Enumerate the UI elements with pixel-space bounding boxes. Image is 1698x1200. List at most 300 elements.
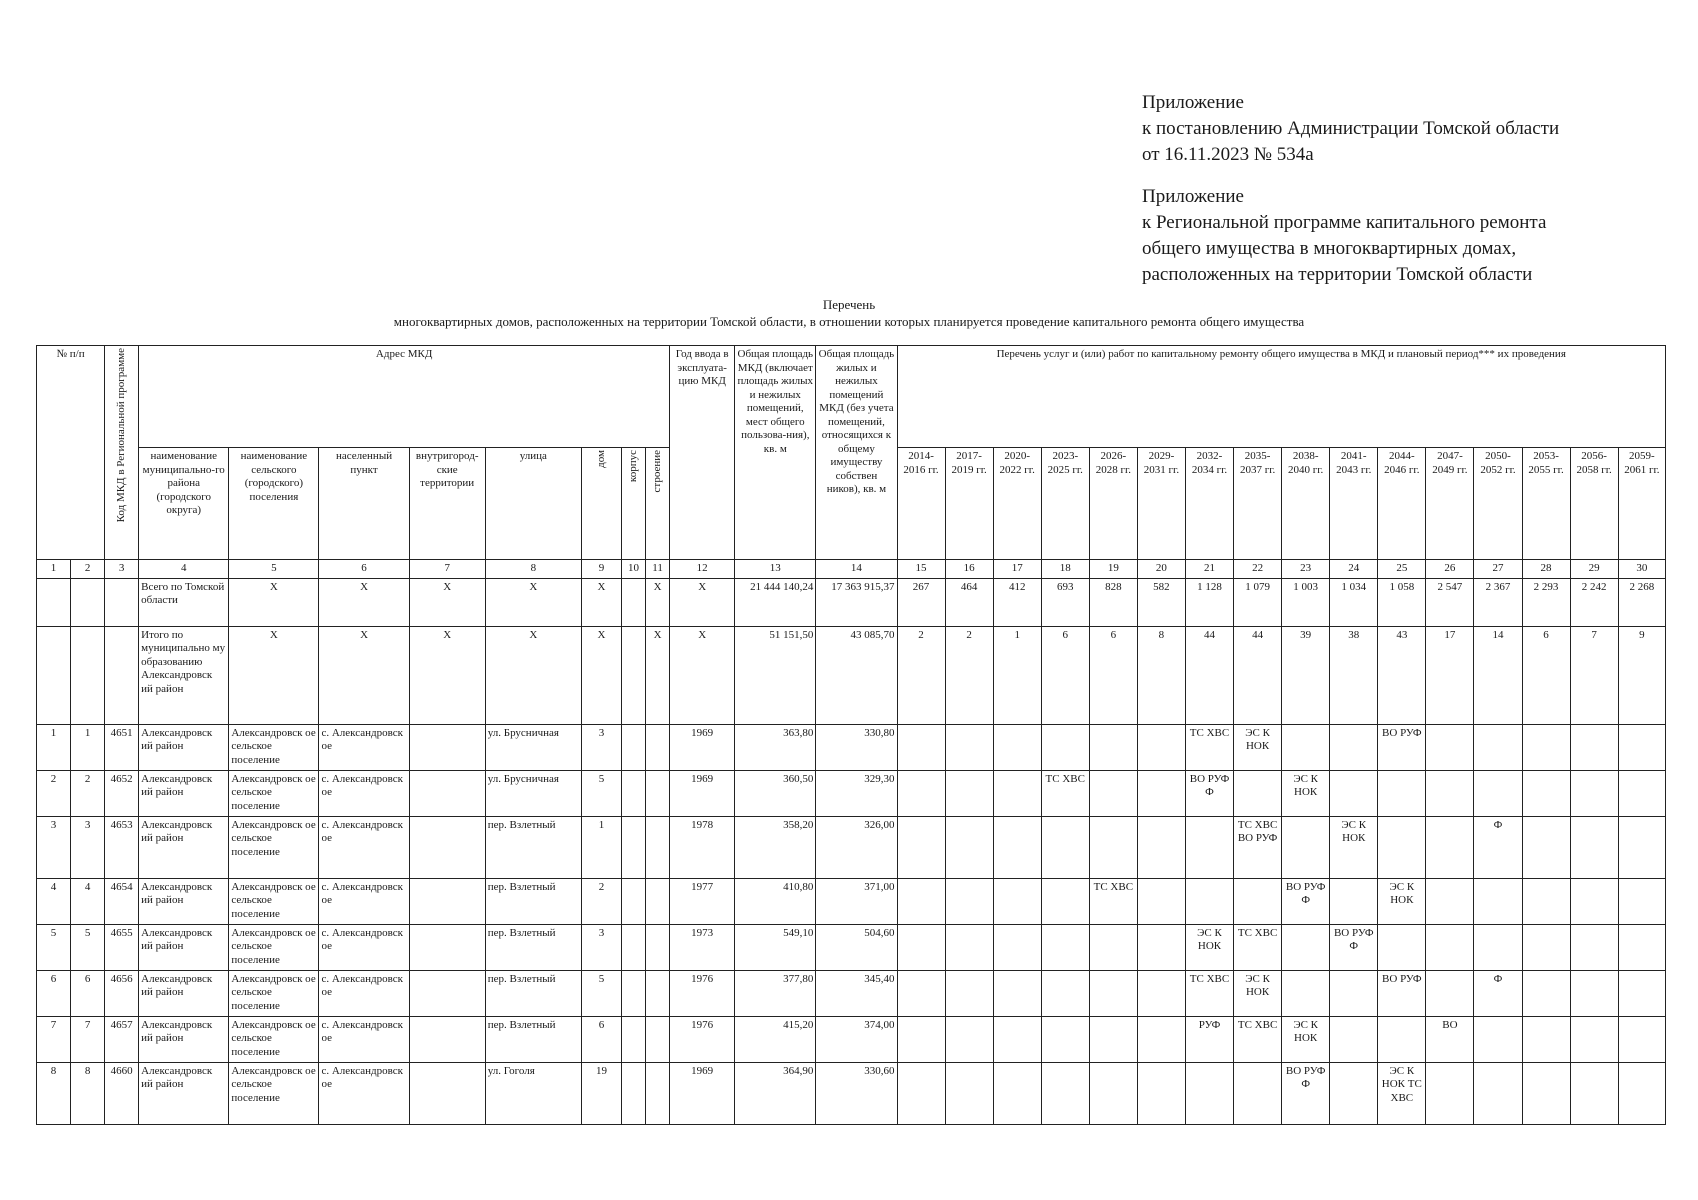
district-name: Александровск ий район (139, 878, 229, 924)
works-cell (1041, 1016, 1089, 1062)
cell (105, 626, 139, 724)
intracity-territory (409, 970, 485, 1016)
x-mark: X (670, 578, 735, 626)
row-index-local: 7 (71, 1016, 105, 1062)
mkd-code: 4657 (105, 1016, 139, 1062)
works-cell (1618, 724, 1665, 770)
works-cell (1378, 770, 1426, 816)
column-number: 21 (1185, 560, 1233, 579)
header-period: 2026-2028 гг. (1089, 448, 1137, 560)
total-count: 1 079 (1234, 578, 1282, 626)
total-row (37, 578, 1666, 626)
row-index: 6 (37, 970, 71, 1016)
street-name: ул. Гоголя (485, 1062, 581, 1124)
works-cell: ЭС К НОК (1282, 770, 1330, 816)
works-cell (1474, 924, 1522, 970)
works-cell (945, 970, 993, 1016)
mkd-code: 4652 (105, 770, 139, 816)
street-name: пер. Взлетный (485, 924, 581, 970)
works-cell (1618, 1062, 1665, 1124)
street-name: пер. Взлетный (485, 970, 581, 1016)
total-area-owners: 17 363 915,37 (816, 578, 897, 626)
intracity-territory (409, 770, 485, 816)
works-cell (1330, 1016, 1378, 1062)
house-number: 3 (581, 724, 621, 770)
table-row (37, 816, 1666, 878)
works-cell (993, 878, 1041, 924)
subtotal-count: 1 (993, 626, 1041, 724)
area-owners: 345,40 (816, 970, 897, 1016)
commission-year: 1976 (670, 970, 735, 1016)
header-house (581, 448, 621, 560)
header-korpus (621, 448, 645, 560)
korpus (621, 970, 645, 1016)
street-name: пер. Взлетный (485, 816, 581, 878)
works-cell (1185, 1062, 1233, 1124)
total-count: 582 (1137, 578, 1185, 626)
intracity-territory (409, 724, 485, 770)
settlement-name: Александровск ое сельское поселение (229, 878, 319, 924)
subtotal-count: 8 (1137, 626, 1185, 724)
subtotal-count: 39 (1282, 626, 1330, 724)
works-cell (1330, 724, 1378, 770)
works-cell: ВО РУФ Ф (1282, 1062, 1330, 1124)
works-cell (1474, 1062, 1522, 1124)
commission-year: 1977 (670, 878, 735, 924)
district-name: Александровск ий район (139, 770, 229, 816)
works-cell (1522, 1016, 1570, 1062)
korpus (621, 1062, 645, 1124)
works-cell (1522, 816, 1570, 878)
subtotal-count: 7 (1570, 626, 1618, 724)
header-period: 2017-2019 гг. (945, 448, 993, 560)
area-owners: 330,60 (816, 1062, 897, 1124)
header-settlement: наименование сельского (городского) поселения (229, 448, 319, 560)
works-cell (1618, 970, 1665, 1016)
subtotal-count: 44 (1234, 626, 1282, 724)
header-period: 2029-2031 гг. (1137, 448, 1185, 560)
total-count: 464 (945, 578, 993, 626)
works-cell (897, 1016, 945, 1062)
works-cell: ТС ХВС (1089, 878, 1137, 924)
area-owners: 371,00 (816, 878, 897, 924)
works-cell (1522, 770, 1570, 816)
house-number: 6 (581, 1016, 621, 1062)
cell (71, 626, 105, 724)
works-cell: ВО (1426, 1016, 1474, 1062)
mkd-code: 4660 (105, 1062, 139, 1124)
header-house-text: дом (594, 450, 607, 468)
subtotal-count: 6 (1522, 626, 1570, 724)
works-cell (945, 724, 993, 770)
subtotal-area-total: 51 151,50 (735, 626, 816, 724)
works-cell (1474, 724, 1522, 770)
works-cell (1570, 1016, 1618, 1062)
header-locality: населенный пункт (319, 448, 409, 560)
korpus (621, 924, 645, 970)
subtotal-count: 9 (1618, 626, 1665, 724)
x-mark: X (409, 626, 485, 724)
works-cell (1137, 1016, 1185, 1062)
works-cell (1570, 770, 1618, 816)
works-cell (1282, 924, 1330, 970)
row-index: 2 (37, 770, 71, 816)
works-cell (1041, 924, 1089, 970)
header-works: Перечень услуг и (или) работ по капитальному ремонту общего имущества в МКД и плановый период*** их проведения (897, 346, 1666, 448)
korpus (621, 816, 645, 878)
house-number: 3 (581, 924, 621, 970)
header-building-text: строение (650, 450, 663, 493)
column-number: 9 (581, 560, 621, 579)
header-period: 2041-2043 гг. (1330, 448, 1378, 560)
row-index: 4 (37, 878, 71, 924)
settlement-name: Александровск ое сельское поселение (229, 970, 319, 1016)
works-cell (1041, 878, 1089, 924)
column-number: 29 (1570, 560, 1618, 579)
total-count: 267 (897, 578, 945, 626)
row-index-local: 1 (71, 724, 105, 770)
works-cell (1089, 924, 1137, 970)
column-number: 4 (139, 560, 229, 579)
works-cell (1089, 724, 1137, 770)
x-mark: X (319, 626, 409, 724)
settlement-name: Александровск ое сельское поселение (229, 1016, 319, 1062)
works-cell (1426, 816, 1474, 878)
commission-year: 1969 (670, 770, 735, 816)
header-code (105, 346, 139, 560)
works-cell (1137, 1062, 1185, 1124)
total-count: 1 003 (1282, 578, 1330, 626)
works-cell (1570, 970, 1618, 1016)
building (646, 770, 670, 816)
works-cell (1330, 770, 1378, 816)
works-cell (1282, 724, 1330, 770)
locality-name: с. Александровск ое (319, 724, 409, 770)
commission-year: 1969 (670, 724, 735, 770)
settlement-name: Александровск ое сельское поселение (229, 924, 319, 970)
header-district: наименование муниципально-го района (городского округа) (139, 448, 229, 560)
building (646, 878, 670, 924)
total-count: 693 (1041, 578, 1089, 626)
intracity-territory (409, 1062, 485, 1124)
table-row (37, 1062, 1666, 1124)
works-cell (1474, 770, 1522, 816)
subtotal-count: 6 (1089, 626, 1137, 724)
x-mark: X (319, 578, 409, 626)
area-owners: 329,30 (816, 770, 897, 816)
total-count: 828 (1089, 578, 1137, 626)
area-owners: 504,60 (816, 924, 897, 970)
works-cell (1426, 770, 1474, 816)
works-cell (1570, 724, 1618, 770)
locality-name: с. Александровск ое (319, 1062, 409, 1124)
settlement-name: Александровск ое сельское поселение (229, 770, 319, 816)
mkd-table (36, 345, 1666, 1125)
works-cell (993, 1016, 1041, 1062)
area-total: 364,90 (735, 1062, 816, 1124)
works-cell (1089, 970, 1137, 1016)
house-number: 1 (581, 816, 621, 878)
works-cell (945, 1062, 993, 1124)
works-cell (993, 1062, 1041, 1124)
works-cell (1041, 816, 1089, 878)
area-owners: 326,00 (816, 816, 897, 878)
works-cell (1041, 970, 1089, 1016)
works-cell: Ф (1474, 816, 1522, 878)
works-cell: ТС ХВС (1185, 970, 1233, 1016)
works-cell (1522, 724, 1570, 770)
area-total: 549,10 (735, 924, 816, 970)
works-cell (1378, 1016, 1426, 1062)
works-cell (897, 970, 945, 1016)
works-cell (897, 878, 945, 924)
column-number: 18 (1041, 560, 1089, 579)
street-name: пер. Взлетный (485, 878, 581, 924)
subtotal-area-owners: 43 085,70 (816, 626, 897, 724)
column-number: 13 (735, 560, 816, 579)
works-cell: ЭС К НОК (1282, 1016, 1330, 1062)
district-name: Александровск ий район (139, 1062, 229, 1124)
x-mark: X (581, 626, 621, 724)
mkd-code: 4656 (105, 970, 139, 1016)
x-mark: X (229, 578, 319, 626)
header-period: 2038-2040 гг. (1282, 448, 1330, 560)
works-cell (1185, 878, 1233, 924)
works-cell: ЭС К НОК (1234, 724, 1282, 770)
settlement-name: Александровск ое сельское поселение (229, 1062, 319, 1124)
subtotal-count: 44 (1185, 626, 1233, 724)
works-cell: Ф (1474, 970, 1522, 1016)
works-cell (1378, 816, 1426, 878)
table-row (37, 770, 1666, 816)
header-period: 2053-2055 гг. (1522, 448, 1570, 560)
works-cell (897, 770, 945, 816)
subtotal-count: 43 (1378, 626, 1426, 724)
row-index: 1 (37, 724, 71, 770)
intracity-territory (409, 816, 485, 878)
appendix-block-decree (1142, 90, 1559, 168)
row-index: 5 (37, 924, 71, 970)
header-period: 2050-2052 гг. (1474, 448, 1522, 560)
house-number: 5 (581, 970, 621, 1016)
column-number-row (37, 560, 1666, 579)
column-number: 30 (1618, 560, 1665, 579)
works-cell (897, 924, 945, 970)
column-number: 22 (1234, 560, 1282, 579)
works-cell (1137, 724, 1185, 770)
x-mark: X (485, 578, 581, 626)
cell (621, 626, 645, 724)
column-number: 15 (897, 560, 945, 579)
table-row (37, 878, 1666, 924)
works-cell (1474, 878, 1522, 924)
area-total: 410,80 (735, 878, 816, 924)
row-index-local: 8 (71, 1062, 105, 1124)
area-owners: 374,00 (816, 1016, 897, 1062)
locality-name: с. Александровск ое (319, 816, 409, 878)
mkd-code: 4651 (105, 724, 139, 770)
works-cell (1137, 970, 1185, 1016)
column-number: 20 (1137, 560, 1185, 579)
column-number: 8 (485, 560, 581, 579)
works-cell: ЭС К НОК (1185, 924, 1233, 970)
row-index: 7 (37, 1016, 71, 1062)
works-cell (1618, 1016, 1665, 1062)
works-cell (945, 1016, 993, 1062)
cell (621, 578, 645, 626)
street-name: ул. Брусничная (485, 724, 581, 770)
header-code-text: Код МКД в Региональной программе (114, 348, 127, 523)
works-cell (945, 878, 993, 924)
mkd-code: 4654 (105, 878, 139, 924)
korpus (621, 878, 645, 924)
locality-name: с. Александровск ое (319, 970, 409, 1016)
house-number: 2 (581, 878, 621, 924)
works-cell (945, 924, 993, 970)
korpus (621, 1016, 645, 1062)
locality-name: с. Александровск ое (319, 770, 409, 816)
area-total: 415,20 (735, 1016, 816, 1062)
works-cell (1618, 770, 1665, 816)
total-count: 2 268 (1618, 578, 1665, 626)
district-name: Александровск ий район (139, 724, 229, 770)
works-cell: ВО РУФ Ф (1330, 924, 1378, 970)
works-cell: ВО РУФ (1378, 970, 1426, 1016)
subtotal-count: 17 (1426, 626, 1474, 724)
row-index-local: 4 (71, 878, 105, 924)
works-cell: ВО РУФ Ф (1185, 770, 1233, 816)
column-number: 25 (1378, 560, 1426, 579)
works-cell (1570, 924, 1618, 970)
works-cell (1089, 1016, 1137, 1062)
settlement-name: Александровск ое сельское поселение (229, 724, 319, 770)
total-count: 2 293 (1522, 578, 1570, 626)
header-period: 2056-2058 гг. (1570, 448, 1618, 560)
header-year: Год ввода в эксплуата-цию МКД (670, 346, 735, 560)
column-number: 19 (1089, 560, 1137, 579)
x-mark: X (646, 578, 670, 626)
works-cell: ВО РУФ (1378, 724, 1426, 770)
area-total: 358,20 (735, 816, 816, 878)
works-cell: ТС ХВС (1185, 724, 1233, 770)
row-index-local: 5 (71, 924, 105, 970)
subtotal-count: 2 (897, 626, 945, 724)
subtotal-count: 38 (1330, 626, 1378, 724)
total-area-total: 21 444 140,24 (735, 578, 816, 626)
column-number: 17 (993, 560, 1041, 579)
column-number: 24 (1330, 560, 1378, 579)
works-cell (897, 724, 945, 770)
locality-name: с. Александровск ое (319, 878, 409, 924)
works-cell (1522, 1062, 1570, 1124)
works-cell (1618, 878, 1665, 924)
cell (37, 578, 71, 626)
area-owners: 330,80 (816, 724, 897, 770)
subtotal-row (37, 626, 1666, 724)
header-address: Адрес МКД (139, 346, 670, 448)
works-cell (1234, 770, 1282, 816)
row-index-local: 6 (71, 970, 105, 1016)
works-cell (1282, 970, 1330, 1016)
works-cell (1618, 924, 1665, 970)
works-cell (1089, 770, 1137, 816)
total-count: 2 242 (1570, 578, 1618, 626)
cell (71, 578, 105, 626)
works-cell (1426, 878, 1474, 924)
column-number: 27 (1474, 560, 1522, 579)
works-cell (1474, 1016, 1522, 1062)
header-period: 2044-2046 гг. (1378, 448, 1426, 560)
appendix-program-line: к Региональной программе капитального ремонта (1142, 212, 1547, 233)
header-row-top (37, 346, 1666, 448)
x-mark: X (670, 626, 735, 724)
subtotal-label: Итого по муниципально му образованию Александровск ий район (139, 626, 229, 724)
works-cell: ТС ХВС (1234, 924, 1282, 970)
column-number: 28 (1522, 560, 1570, 579)
works-cell: ВО РУФ Ф (1282, 878, 1330, 924)
table-row (37, 1016, 1666, 1062)
works-cell (897, 816, 945, 878)
header-building (646, 448, 670, 560)
works-cell (1570, 816, 1618, 878)
column-number: 5 (229, 560, 319, 579)
table-row (37, 970, 1666, 1016)
header-area-owners: Общая площадь жилых и нежилых помещений МКД (без учета помещений, относящихся к общему имуществу собствен ников), кв. м (816, 346, 897, 560)
column-number: 6 (319, 560, 409, 579)
total-count: 1 128 (1185, 578, 1233, 626)
subtotal-count: 2 (945, 626, 993, 724)
header-num: № п/п (37, 346, 105, 560)
cell (105, 578, 139, 626)
subtotal-count: 6 (1041, 626, 1089, 724)
works-cell (1378, 924, 1426, 970)
total-count: 2 547 (1426, 578, 1474, 626)
works-cell (993, 770, 1041, 816)
x-mark: X (646, 626, 670, 724)
total-count: 2 367 (1474, 578, 1522, 626)
commission-year: 1978 (670, 816, 735, 878)
total-count: 1 034 (1330, 578, 1378, 626)
works-cell (1137, 924, 1185, 970)
korpus (621, 770, 645, 816)
intracity-territory (409, 1016, 485, 1062)
total-label: Всего по Томской области (139, 578, 229, 626)
house-number: 5 (581, 770, 621, 816)
building (646, 724, 670, 770)
works-cell (1330, 878, 1378, 924)
district-name: Александровск ий район (139, 816, 229, 878)
list-subtitle: многоквартирных домов, расположенных на территории Томской области, в отношении которых планируется проведение капитального ремонта общего имущества (393, 314, 1305, 329)
total-count: 412 (993, 578, 1041, 626)
cell (37, 626, 71, 724)
intracity-territory (409, 924, 485, 970)
header-street: улица (485, 448, 581, 560)
building (646, 816, 670, 878)
subtotal-count: 14 (1474, 626, 1522, 724)
header-korpus-text: корпус (626, 450, 639, 483)
district-name: Александровск ий район (139, 1016, 229, 1062)
header-period: 2047-2049 гг. (1426, 448, 1474, 560)
row-index-local: 2 (71, 770, 105, 816)
works-cell (1137, 816, 1185, 878)
list-title: Перечень (822, 297, 876, 312)
appendix-program-line: расположенных на территории Томской области (1142, 264, 1533, 285)
works-cell (1426, 970, 1474, 1016)
works-cell (1330, 1062, 1378, 1124)
works-cell: ТС ХВС (1041, 770, 1089, 816)
works-cell (1234, 878, 1282, 924)
works-cell (1618, 816, 1665, 878)
